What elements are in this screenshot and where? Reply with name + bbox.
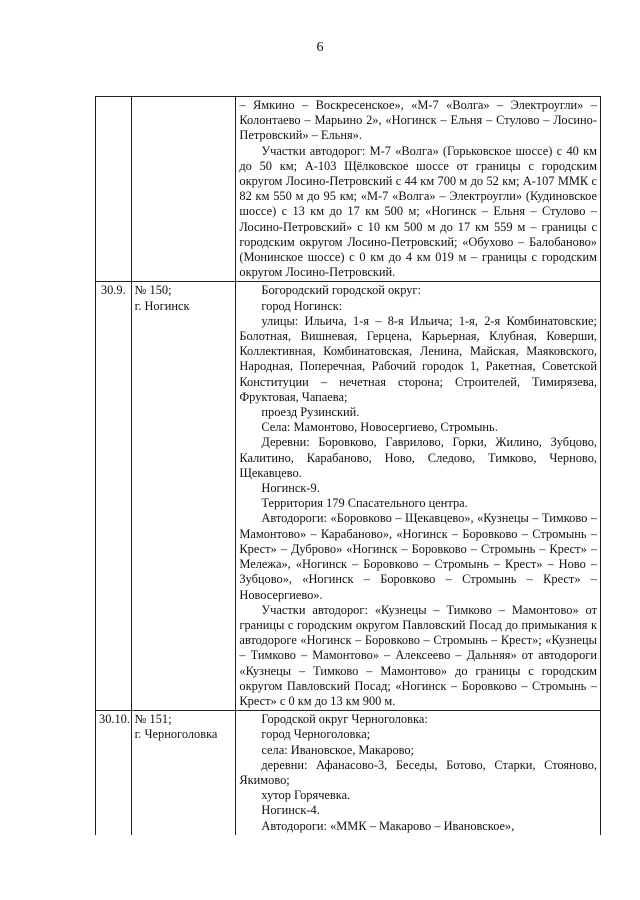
district-cell [131, 711, 236, 835]
row-number-cell [96, 97, 132, 282]
description-paragraph: села: Ивановское, Макарово; [261, 742, 415, 757]
description-paragraph: Участки автодорог: «Кузнецы – Тимково – Мамонтово» от границы с городским округом Павловский Посад до примыкания к автодороге «Ногинск – Боровково – Стромынь – Крест»; «Кузнецы – Тимково – Мамонтово» – Алексеево – Дальняя» от автодороги «Кузнецы – Тимково – Мамонтово» до границы с городским округом Павловский Посад; «Ногинск – Боровково – Стромынь – Крест» с 0 км до 13 км 900 м. [239, 602, 597, 708]
description-paragraph: Городской округ Черноголовка: [261, 712, 428, 727]
row-number: 30.9. [100, 283, 126, 298]
description-cell [236, 711, 601, 835]
district-line: № 150; [134, 283, 172, 298]
description-paragraph: Села: Мамонтово, Новосергиево, Стромынь. [261, 420, 498, 435]
table-row [96, 282, 601, 711]
row-number-cell [96, 711, 132, 835]
description-paragraph: хутор Горячевка. [261, 788, 351, 803]
description-paragraph: Богородский городской округ: [261, 283, 421, 298]
description-paragraph: Автодороги: «ММК – Макарово – Ивановское», [261, 818, 515, 833]
description-paragraph: улицы: Ильича, 1-я – 8-я Ильича; 1-я, 2-я Комбинатовские; Болотная, Вишневая, Герцена, Карьерная, Клубная, Коверши, Коллективная, Комбинатовская, Ленина, Майская, Маяковского, Народная, Поперечная, Рабочий городок 1, Ракетная, Советской Конституции – нечетная сторона; Строителей, Тимирязева, Фруктовая, Чапаева; [239, 313, 597, 404]
district-line: г. Ногинск [134, 298, 190, 313]
description-paragraph: Ногинск-9. [261, 481, 320, 496]
district-line: г. Черноголовка [134, 727, 218, 742]
description-paragraph: проезд Рузинский. [261, 405, 360, 420]
districts-table [95, 96, 601, 835]
table-row [96, 711, 601, 835]
description-paragraph: город Ногинск: [261, 298, 343, 313]
district-cell [131, 282, 236, 711]
description-paragraph: – Ямкино – Воскресенское», «М-7 «Волга» – Электроугли» – Колонтаево – Марьино 2», «Ногинск – Ельня – Стулово – Лосино-Петровский» – Ельня». [239, 98, 597, 143]
district-cell [131, 97, 236, 282]
districts-table-body [96, 97, 601, 835]
description-cell [236, 282, 601, 711]
page-number: 6 [316, 40, 324, 55]
description-paragraph: Автодороги: «Боровково – Щекавцево», «Кузнецы – Тимково – Мамонтово» – Карабаново», «Ногинск – Боровково – Стромынь – Крест» – Дуброво» «Ногинск – Боровково – Стромынь – Крест» – Мележа», «Ногинск – Боровково – Стромынь – Крест» – Ново – Зубцово», «Ногинск – Боровково – Стромынь – Крест» – Новосергиево». [239, 511, 597, 602]
description-paragraph: Деревни: Боровково, Гаврилово, Горки, Жилино, Зубцово, Калитино, Карабаново, Ново, Следово, Тимково, Черново, Щекавцево. [239, 435, 597, 480]
description-paragraph: город Черноголовка; [261, 727, 371, 742]
description-paragraph: Территория 179 Спасательного центра. [261, 496, 468, 511]
description-paragraph: Ногинск-4. [261, 803, 320, 818]
description-paragraph: Участки автодорог: М-7 «Волга» (Горьковское шоссе) с 40 км до 50 км; А-103 Щёлковское шоссе от границы с городским округом Лосино-Петровский с 44 км 700 м до 52 км; А-107 ММК с 82 км 550 м до 95 км; «М-7 «Волга» – Электроугли» (Кудиновское шоссе) с 13 км до 17 км 500 м; «Ногинск – Ельня – Стулово – Лосино-Петровский» с 10 км 500 м до 17 км 559 м – границы с городским округом Лосино-Петровский; «Обухово – Балобаново» (Монинское шоссе) с 0 км до 4 км 019 м – границы с городским округом Лосино-Петровский. [239, 143, 597, 280]
district-line: № 151; [134, 712, 172, 727]
description-paragraph: деревни: Афанасово-3, Беседы, Ботово, Старки, Стояново, Якимово; [239, 757, 597, 787]
row-number: 30.10. [99, 712, 130, 727]
table-row [96, 97, 601, 282]
row-number-cell [96, 282, 132, 711]
description-cell [236, 97, 601, 282]
